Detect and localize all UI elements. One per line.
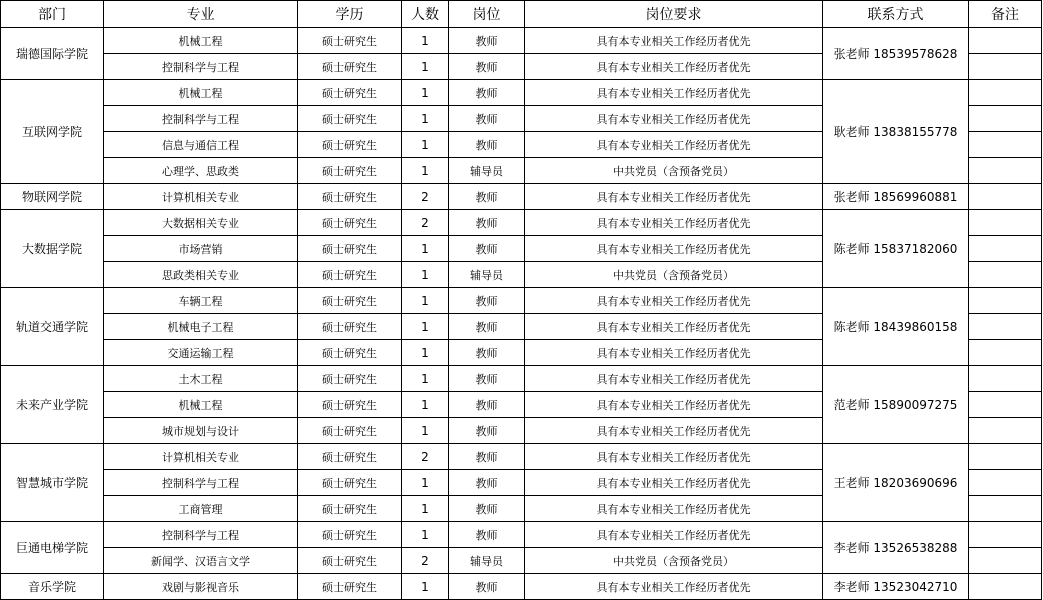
count-cell: 1	[402, 314, 449, 340]
remark-cell	[969, 522, 1042, 548]
major-cell: 计算机相关专业	[104, 184, 298, 210]
contact-cell: 耿老师 13838155778	[823, 80, 969, 184]
remark-cell	[969, 418, 1042, 444]
count-cell: 1	[402, 288, 449, 314]
count-cell: 1	[402, 80, 449, 106]
position-cell: 教师	[449, 106, 525, 132]
position-cell: 辅导员	[449, 262, 525, 288]
degree-cell: 硕士研究生	[298, 418, 402, 444]
contact-cell: 范老师 15890097275	[823, 366, 969, 444]
dept-cell: 音乐学院	[1, 574, 104, 600]
count-cell: 2	[402, 444, 449, 470]
remark-cell	[969, 236, 1042, 262]
requirement-cell: 具有本专业相关工作经历者优先	[525, 418, 823, 444]
remark-cell	[969, 496, 1042, 522]
dept-cell: 物联网学院	[1, 184, 104, 210]
degree-cell: 硕士研究生	[298, 28, 402, 54]
remark-cell	[969, 106, 1042, 132]
degree-cell: 硕士研究生	[298, 470, 402, 496]
dept-cell: 大数据学院	[1, 210, 104, 288]
major-cell: 心理学、思政类	[104, 158, 298, 184]
position-cell: 教师	[449, 522, 525, 548]
table-row	[1, 574, 1042, 600]
count-cell: 1	[402, 418, 449, 444]
remark-cell	[969, 548, 1042, 574]
degree-cell: 硕士研究生	[298, 444, 402, 470]
contact-cell: 陈老师 15837182060	[823, 210, 969, 288]
remark-cell	[969, 54, 1042, 80]
header-dept: 部门	[1, 1, 104, 28]
degree-cell: 硕士研究生	[298, 366, 402, 392]
count-cell: 1	[402, 132, 449, 158]
degree-cell: 硕士研究生	[298, 80, 402, 106]
contact-cell: 李老师 13523042710	[823, 574, 969, 600]
degree-cell: 硕士研究生	[298, 132, 402, 158]
table-row	[1, 28, 1042, 54]
major-cell: 机械工程	[104, 392, 298, 418]
requirement-cell: 具有本专业相关工作经历者优先	[525, 288, 823, 314]
count-cell: 1	[402, 340, 449, 366]
requirement-cell: 具有本专业相关工作经历者优先	[525, 496, 823, 522]
table-row	[1, 366, 1042, 392]
degree-cell: 硕士研究生	[298, 314, 402, 340]
header-degree: 学历	[298, 1, 402, 28]
major-cell: 交通运输工程	[104, 340, 298, 366]
major-cell: 新闻学、汉语言文学	[104, 548, 298, 574]
header-major: 专业	[104, 1, 298, 28]
requirement-cell: 具有本专业相关工作经历者优先	[525, 184, 823, 210]
count-cell: 1	[402, 262, 449, 288]
major-cell: 城市规划与设计	[104, 418, 298, 444]
count-cell: 1	[402, 366, 449, 392]
major-cell: 计算机相关专业	[104, 444, 298, 470]
header-contact: 联系方式	[823, 1, 969, 28]
degree-cell: 硕士研究生	[298, 54, 402, 80]
position-cell: 教师	[449, 418, 525, 444]
degree-cell: 硕士研究生	[298, 574, 402, 600]
position-cell: 教师	[449, 496, 525, 522]
degree-cell: 硕士研究生	[298, 288, 402, 314]
position-cell: 教师	[449, 80, 525, 106]
degree-cell: 硕士研究生	[298, 548, 402, 574]
position-cell: 教师	[449, 470, 525, 496]
position-cell: 教师	[449, 574, 525, 600]
degree-cell: 硕士研究生	[298, 496, 402, 522]
position-cell: 教师	[449, 366, 525, 392]
position-cell: 教师	[449, 236, 525, 262]
count-cell: 1	[402, 574, 449, 600]
remark-cell	[969, 262, 1042, 288]
degree-cell: 硕士研究生	[298, 158, 402, 184]
degree-cell: 硕士研究生	[298, 184, 402, 210]
degree-cell: 硕士研究生	[298, 106, 402, 132]
requirement-cell: 具有本专业相关工作经历者优先	[525, 106, 823, 132]
requirement-cell: 具有本专业相关工作经历者优先	[525, 210, 823, 236]
count-cell: 1	[402, 522, 449, 548]
major-cell: 大数据相关专业	[104, 210, 298, 236]
remark-cell	[969, 184, 1042, 210]
requirement-cell: 中共党员（含预备党员）	[525, 262, 823, 288]
position-cell: 教师	[449, 210, 525, 236]
position-cell: 辅导员	[449, 158, 525, 184]
remark-cell	[969, 80, 1042, 106]
requirement-cell: 中共党员（含预备党员）	[525, 158, 823, 184]
degree-cell: 硕士研究生	[298, 522, 402, 548]
remark-cell	[969, 392, 1042, 418]
contact-cell: 王老师 18203690696	[823, 444, 969, 522]
dept-cell: 轨道交通学院	[1, 288, 104, 366]
requirement-cell: 具有本专业相关工作经历者优先	[525, 522, 823, 548]
requirement-cell: 具有本专业相关工作经历者优先	[525, 366, 823, 392]
table-row	[1, 522, 1042, 548]
count-cell: 1	[402, 158, 449, 184]
count-cell: 2	[402, 210, 449, 236]
contact-cell: 张老师 18539578628	[823, 28, 969, 80]
remark-cell	[969, 470, 1042, 496]
major-cell: 戏剧与影视音乐	[104, 574, 298, 600]
position-cell: 教师	[449, 28, 525, 54]
major-cell: 工商管理	[104, 496, 298, 522]
table-row	[1, 444, 1042, 470]
contact-cell: 张老师 18569960881	[823, 184, 969, 210]
position-cell: 教师	[449, 54, 525, 80]
requirement-cell: 具有本专业相关工作经历者优先	[525, 132, 823, 158]
count-cell: 1	[402, 54, 449, 80]
count-cell: 1	[402, 392, 449, 418]
dept-cell: 未来产业学院	[1, 366, 104, 444]
major-cell: 机械工程	[104, 80, 298, 106]
major-cell: 土木工程	[104, 366, 298, 392]
remark-cell	[969, 340, 1042, 366]
position-cell: 教师	[449, 340, 525, 366]
major-cell: 思政类相关专业	[104, 262, 298, 288]
count-cell: 1	[402, 496, 449, 522]
degree-cell: 硕士研究生	[298, 340, 402, 366]
requirement-cell: 具有本专业相关工作经历者优先	[525, 340, 823, 366]
count-cell: 1	[402, 470, 449, 496]
major-cell: 市场营销	[104, 236, 298, 262]
requirement-cell: 具有本专业相关工作经历者优先	[525, 574, 823, 600]
table-row	[1, 288, 1042, 314]
table-body	[1, 28, 1042, 600]
remark-cell	[969, 288, 1042, 314]
count-cell: 1	[402, 236, 449, 262]
degree-cell: 硕士研究生	[298, 392, 402, 418]
major-cell: 机械电子工程	[104, 314, 298, 340]
requirement-cell: 具有本专业相关工作经历者优先	[525, 80, 823, 106]
requirement-cell: 具有本专业相关工作经历者优先	[525, 392, 823, 418]
table-row	[1, 184, 1042, 210]
dept-cell: 巨通电梯学院	[1, 522, 104, 574]
major-cell: 机械工程	[104, 28, 298, 54]
requirement-cell: 具有本专业相关工作经历者优先	[525, 470, 823, 496]
header-remark: 备注	[969, 1, 1042, 28]
contact-cell: 李老师 13526538288	[823, 522, 969, 574]
degree-cell: 硕士研究生	[298, 236, 402, 262]
major-cell: 控制科学与工程	[104, 54, 298, 80]
table-row	[1, 210, 1042, 236]
remark-cell	[969, 158, 1042, 184]
position-cell: 教师	[449, 288, 525, 314]
remark-cell	[969, 314, 1042, 340]
remark-cell	[969, 366, 1042, 392]
position-cell: 教师	[449, 314, 525, 340]
dept-cell: 智慧城市学院	[1, 444, 104, 522]
requirement-cell: 具有本专业相关工作经历者优先	[525, 28, 823, 54]
dept-cell: 互联网学院	[1, 80, 104, 184]
header-count: 人数	[402, 1, 449, 28]
dept-cell: 瑞德国际学院	[1, 28, 104, 80]
count-cell: 2	[402, 184, 449, 210]
degree-cell: 硕士研究生	[298, 210, 402, 236]
major-cell: 控制科学与工程	[104, 470, 298, 496]
position-cell: 教师	[449, 184, 525, 210]
count-cell: 1	[402, 28, 449, 54]
contact-cell: 陈老师 18439860158	[823, 288, 969, 366]
remark-cell	[969, 574, 1042, 600]
remark-cell	[969, 444, 1042, 470]
requirement-cell: 中共党员（含预备党员）	[525, 548, 823, 574]
major-cell: 车辆工程	[104, 288, 298, 314]
major-cell: 控制科学与工程	[104, 106, 298, 132]
requirement-cell: 具有本专业相关工作经历者优先	[525, 54, 823, 80]
position-cell: 教师	[449, 132, 525, 158]
header-position: 岗位	[449, 1, 525, 28]
count-cell: 1	[402, 106, 449, 132]
degree-cell: 硕士研究生	[298, 262, 402, 288]
requirement-cell: 具有本专业相关工作经历者优先	[525, 444, 823, 470]
remark-cell	[969, 28, 1042, 54]
header-requirement: 岗位要求	[525, 1, 823, 28]
major-cell: 信息与通信工程	[104, 132, 298, 158]
requirement-cell: 具有本专业相关工作经历者优先	[525, 236, 823, 262]
position-cell: 教师	[449, 444, 525, 470]
header-row	[1, 1, 1042, 28]
table-row	[1, 80, 1042, 106]
major-cell: 控制科学与工程	[104, 522, 298, 548]
remark-cell	[969, 132, 1042, 158]
position-cell: 辅导员	[449, 548, 525, 574]
position-cell: 教师	[449, 392, 525, 418]
count-cell: 2	[402, 548, 449, 574]
requirement-cell: 具有本专业相关工作经历者优先	[525, 314, 823, 340]
remark-cell	[969, 210, 1042, 236]
